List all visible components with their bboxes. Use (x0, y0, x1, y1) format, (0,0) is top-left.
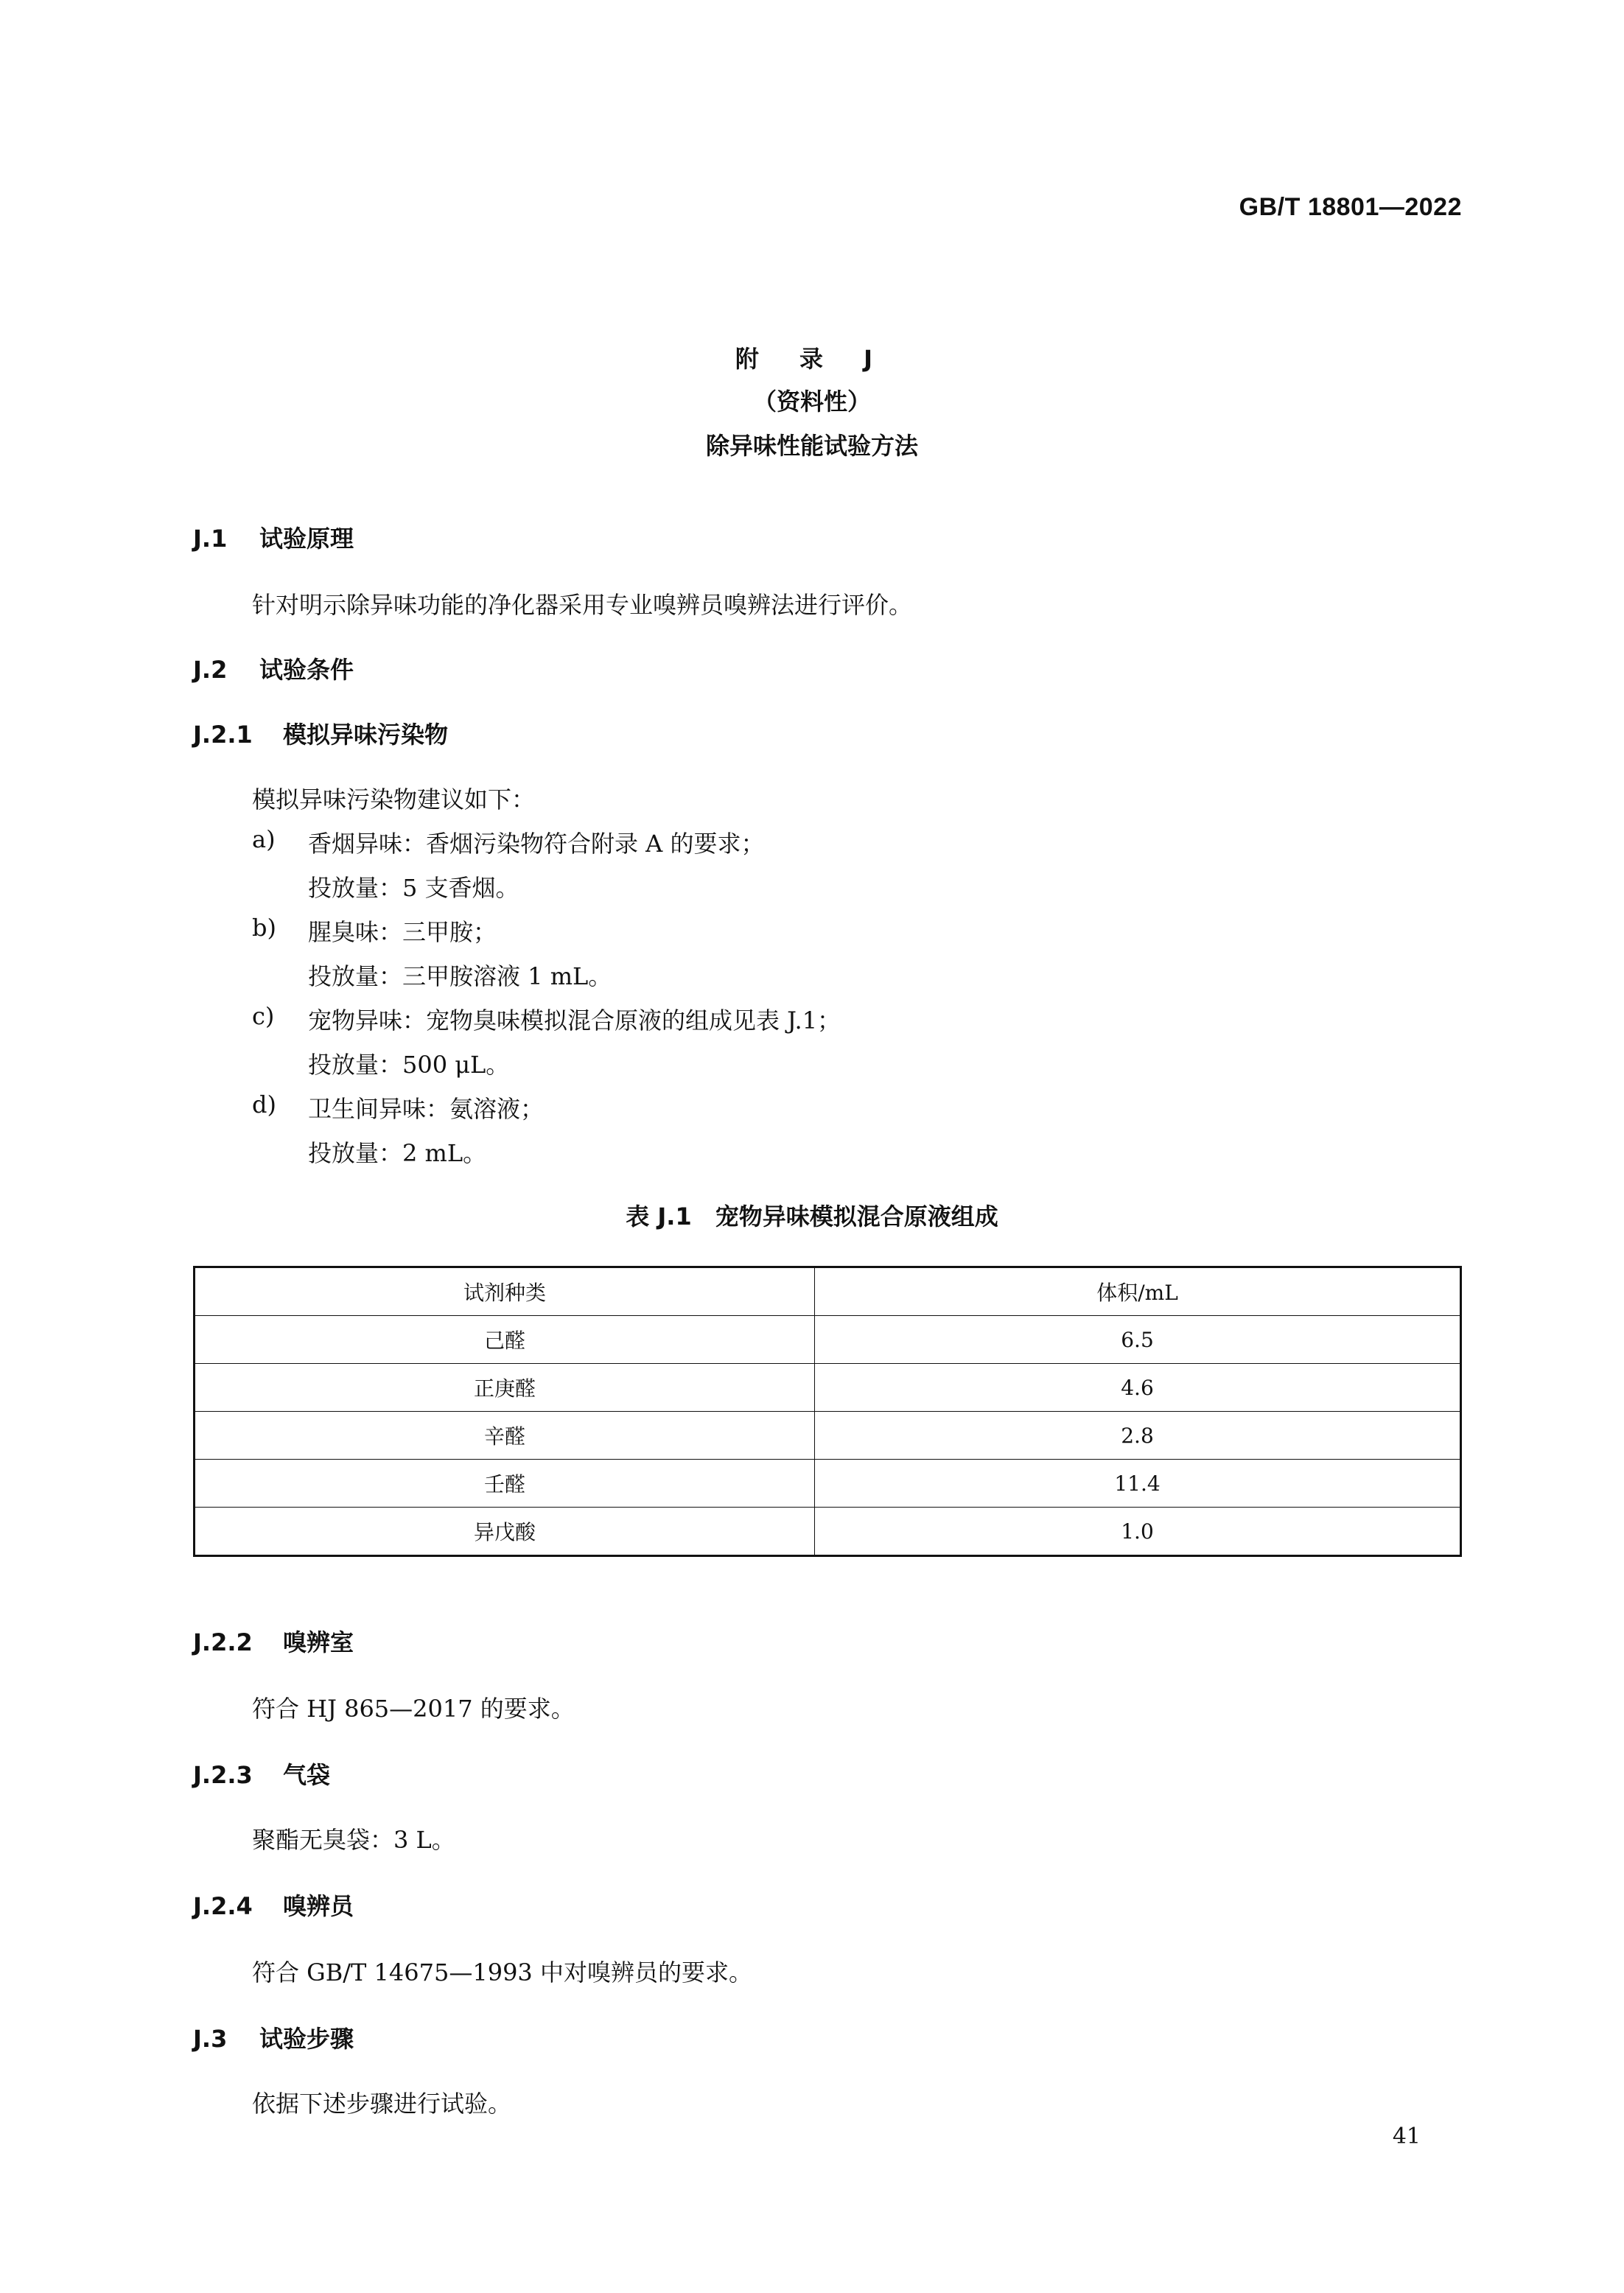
section-title: 嗅辨员 (283, 1892, 354, 1920)
table-row (195, 1508, 1461, 1556)
section-number: J.2.3 (193, 1761, 253, 1789)
section-heading-j3 (193, 2020, 354, 2054)
list-item-text: 卫生间异味：氨溶液； (308, 1095, 545, 1123)
table-cell: 1.0 (815, 1508, 1461, 1556)
table-row (195, 1460, 1461, 1508)
section-number: J.1 (193, 525, 228, 553)
table-cell: 2.8 (815, 1412, 1461, 1460)
table-header-row (195, 1267, 1461, 1316)
section-heading-j2-2 (193, 1624, 354, 1658)
section-text-j2-4: 符合 GB/T 14675—1993 中对嗅辨员的要求。 (252, 1958, 752, 1986)
list-item-dosage: 投放量：500 μL。 (308, 1051, 510, 1079)
list-item-label: a) (252, 825, 276, 853)
annex-title: 附 录 J (735, 345, 889, 373)
table-caption: 表 J.1 宠物异味模拟混合原液组成 (626, 1202, 998, 1230)
section-text-j2-2: 符合 HJ 865—2017 的要求。 (252, 1695, 575, 1723)
composition-table (193, 1266, 1462, 1557)
table-cell: 6.5 (815, 1316, 1461, 1364)
section-number: J.2.4 (193, 1892, 253, 1920)
table-cell: 异戊酸 (195, 1508, 815, 1556)
section-title: 模拟异味污染物 (283, 721, 449, 749)
list-item-label: b) (252, 914, 276, 942)
table-cell: 辛醛 (195, 1412, 815, 1460)
section-intro-j2-1: 模拟异味污染物建议如下： (252, 785, 536, 813)
section-heading-j2-4 (193, 1888, 354, 1922)
list-item-text: 香烟异味：香烟污染物符合附录 A 的要求； (308, 830, 765, 858)
list-item-label: c) (252, 1002, 275, 1030)
section-heading-j1 (193, 520, 354, 554)
list-item-label: d) (252, 1091, 276, 1119)
section-title: 气袋 (283, 1761, 331, 1789)
list-item-text: 腥臭味：三甲胺； (308, 918, 497, 946)
section-heading-j2 (193, 651, 354, 685)
section-title: 试验步骤 (259, 2025, 354, 2053)
annex-type: （资料性） (752, 388, 871, 416)
section-text-j2-3: 聚酯无臭袋：3 L。 (252, 1826, 455, 1854)
table-row (195, 1316, 1461, 1364)
table-header-cell: 试剂种类 (195, 1267, 815, 1316)
table-cell: 己醛 (195, 1316, 815, 1364)
section-number: J.2 (193, 656, 228, 684)
section-number: J.2.2 (193, 1628, 253, 1656)
section-text-j3: 依据下述步骤进行试验。 (252, 2090, 512, 2118)
table-header-cell: 体积/mL (815, 1267, 1461, 1316)
section-number: J.2.1 (193, 721, 253, 749)
table-cell: 壬醛 (195, 1460, 815, 1508)
section-title: 试验原理 (259, 525, 354, 553)
page-number: 41 (1392, 2124, 1421, 2149)
section-heading-j2-1 (193, 716, 448, 750)
annex-name: 除异味性能试验方法 (705, 432, 918, 460)
section-text-j1: 针对明示除异味功能的净化器采用专业嗅辨员嗅辨法进行评价。 (252, 591, 913, 619)
list-item-text: 宠物异味：宠物臭味模拟混合原液的组成见表 J.1； (308, 1007, 841, 1035)
list-item-dosage: 投放量：三甲胺溶液 1 mL。 (308, 962, 612, 990)
section-title: 试验条件 (259, 656, 354, 684)
section-title: 嗅辨室 (283, 1628, 354, 1656)
section-number: J.3 (193, 2025, 228, 2053)
table-row (195, 1412, 1461, 1460)
section-heading-j2-3 (193, 1757, 330, 1790)
table-row (195, 1364, 1461, 1412)
list-item-dosage: 投放量：5 支香烟。 (308, 874, 519, 902)
table-cell: 11.4 (815, 1460, 1461, 1508)
standard-code: GB/T 18801—2022 (1239, 193, 1462, 221)
list-item-dosage: 投放量：2 mL。 (308, 1139, 487, 1167)
table-cell: 4.6 (815, 1364, 1461, 1412)
table-cell: 正庚醛 (195, 1364, 815, 1412)
